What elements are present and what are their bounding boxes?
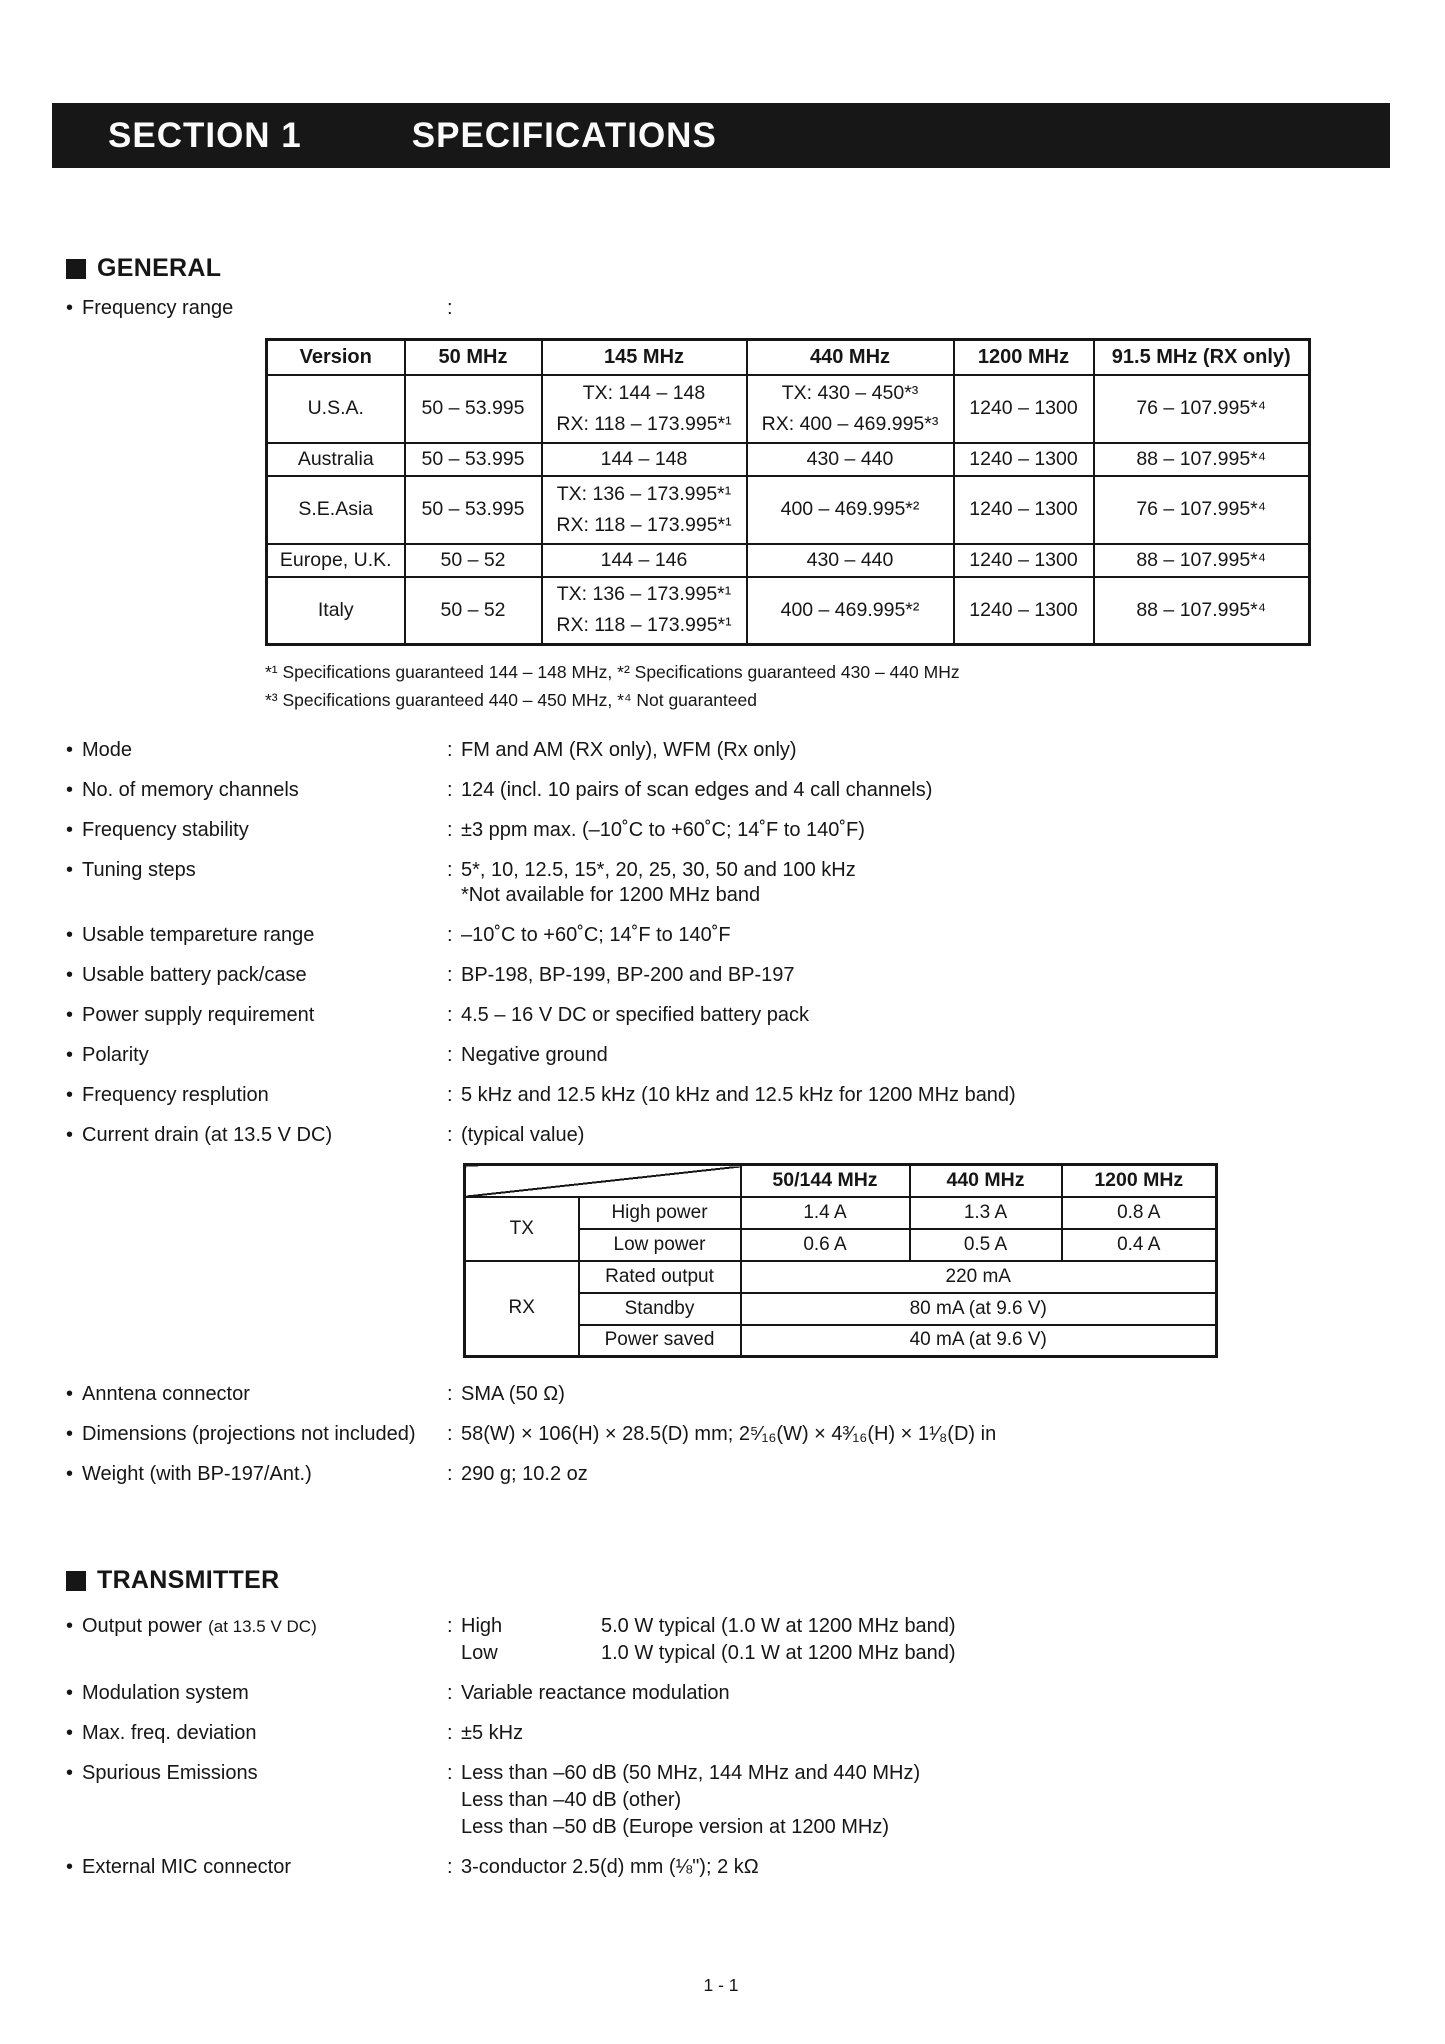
bullet-icon: • [66, 1463, 74, 1485]
spec-value: –10˚C to +60˚C; 14˚F to 140˚F [461, 924, 731, 946]
spec-value: ±5 kHz [461, 1722, 524, 1744]
bullet-icon: • [66, 1615, 74, 1637]
cell-440mhz: 400 – 469.995*² [747, 577, 954, 645]
spec-value: 5 kHz and 12.5 kHz (10 kHz and 12.5 kHz for 1200 MHz band) [461, 1084, 1016, 1106]
spec-label: Anntena connector [82, 1383, 250, 1405]
table-row-usa [267, 375, 1310, 443]
value-cell: 1.4 A [741, 1197, 910, 1229]
cell-50mhz: 50 – 53.995 [405, 443, 542, 476]
spec-value: (typical value) [461, 1124, 585, 1146]
spec-label: No. of memory channels [82, 779, 299, 801]
spec-label: Dimensions (projections not included) [82, 1423, 416, 1445]
value-cell: 0.8 A [1062, 1197, 1217, 1229]
spec-colon: : [447, 1084, 453, 1106]
spec-colon: : [447, 297, 453, 319]
cell-1200mhz: 1240 – 1300 [954, 443, 1094, 476]
spec-value: 124 (incl. 10 pairs of scan edges and 4 call channels) [461, 779, 933, 801]
table-row-seasia [267, 476, 1310, 544]
value-cell: 0.5 A [910, 1229, 1062, 1261]
col-version: Version [267, 340, 405, 375]
heading-square-icon [66, 259, 86, 279]
cell-145mhz: TX: 144 – 148 RX: 118 – 173.995*¹ [542, 375, 747, 443]
general-heading [66, 254, 221, 283]
col-1200mhz: 1200 MHz [954, 340, 1094, 375]
transmitter-heading [66, 1566, 1396, 1595]
spec-colon: : [447, 1463, 453, 1485]
spec-row-current-drain [66, 1123, 1396, 1148]
col-50-144mhz: 50/144 MHz [741, 1165, 910, 1197]
cell-91mhz: 76 – 107.995*⁴ [1094, 375, 1310, 443]
spec-colon: : [447, 924, 453, 946]
cell-version: U.S.A. [267, 375, 405, 443]
spec-row-frequency-stability [66, 818, 1396, 843]
cell-440mhz: 400 – 469.995*² [747, 476, 954, 544]
bullet-icon: • [66, 924, 74, 946]
sub-label: Low [461, 1642, 498, 1664]
footnote-line: *¹ Specifications guaranteed 144 – 148 MHz, *² Specifications guaranteed 430 – 440 MHz [265, 662, 960, 682]
cell-50mhz: 50 – 53.995 [405, 476, 542, 544]
spec-colon: : [447, 859, 453, 881]
cell-50mhz: 50 – 52 [405, 544, 542, 577]
spec-value: BP-198, BP-199, BP-200 and BP-197 [461, 964, 795, 986]
cell-50mhz: 50 – 52 [405, 577, 542, 645]
value-cell-span: 40 mA (at 9.6 V) [741, 1325, 1217, 1357]
spec-label: Modulation system [82, 1682, 249, 1704]
cell-version: Australia [267, 443, 405, 476]
spec-colon: : [447, 1762, 453, 1784]
value-cell: 0.6 A [741, 1229, 910, 1261]
spec-value: SMA (50 Ω) [461, 1383, 565, 1405]
spec-value: Less than –60 dB (50 MHz, 144 MHz and 440 MHz) [461, 1762, 921, 1784]
spec-colon: : [447, 1044, 453, 1066]
spec-row-battery-pack [66, 963, 1396, 988]
spec-colon: : [447, 1383, 453, 1405]
drain-header-row [465, 1165, 1217, 1197]
row-label: Standby [579, 1293, 741, 1325]
spec-value-note: *Not available for 1200 MHz band [461, 884, 761, 906]
cell-version: S.E.Asia [267, 476, 405, 544]
transmitter-section [66, 1566, 1396, 1894]
cell-50mhz: 50 – 53.995 [405, 375, 542, 443]
drain-row-rated-output [465, 1261, 1217, 1293]
bullet-icon: • [66, 1762, 74, 1784]
page-number: 1 - 1 [703, 1975, 739, 1995]
spec-colon: : [447, 1682, 453, 1704]
spec-row-memory-channels [66, 778, 1396, 803]
spec-row-temperature-range [66, 923, 1396, 948]
footnote-line: *³ Specifications guaranteed 440 – 450 MHz, *⁴ Not guaranteed [265, 690, 757, 710]
spec-label: Mode [82, 739, 133, 761]
spec-colon: : [447, 1722, 453, 1744]
spec-value: 58(W) × 106(H) × 28.5(D) mm; 2⁵⁄₁₆(W) × 4³⁄₁₆(H) × 1¹⁄₈(D) in [461, 1423, 997, 1445]
current-drain-table-wrap [463, 1163, 1396, 1358]
bullet-icon: • [66, 1856, 74, 1878]
transmitter-heading-label: TRANSMITTER [97, 1566, 280, 1594]
cell-1200mhz: 1240 – 1300 [954, 476, 1094, 544]
freq-table-header-row [267, 340, 1310, 375]
cell-91mhz: 76 – 107.995*⁴ [1094, 476, 1310, 544]
sub-value: 5.0 W typical (1.0 W at 1200 MHz band) [601, 1615, 956, 1637]
cell-version: Italy [267, 577, 405, 645]
row-label: Rated output [579, 1261, 741, 1293]
section-number: SECTION 1 [108, 115, 302, 155]
cell-91mhz: 88 – 107.995*⁴ [1094, 443, 1310, 476]
spec-row-output-power [66, 1613, 1396, 1667]
col-91mhz: 91.5 MHz (RX only) [1094, 340, 1310, 375]
cell-version: Europe, U.K. [267, 544, 405, 577]
spec-value: 4.5 – 16 V DC or specified battery pack [461, 1004, 809, 1026]
bullet-icon: • [66, 1004, 74, 1026]
cell-440mhz: 430 – 440 [747, 544, 954, 577]
spec-value: 5*, 10, 12.5, 15*, 20, 25, 30, 50 and 100 kHz [461, 859, 856, 881]
spec-row-polarity [66, 1043, 1396, 1068]
value-cell-span: 80 mA (at 9.6 V) [741, 1293, 1217, 1325]
bullet-icon: • [66, 1722, 74, 1744]
bullet-icon: • [66, 1423, 74, 1445]
cell-145mhz: TX: 136 – 173.995*¹ RX: 118 – 173.995*¹ [542, 476, 747, 544]
cell-1200mhz: 1240 – 1300 [954, 577, 1094, 645]
spec-row-external-mic [66, 1854, 1396, 1881]
spec-value: Variable reactance modulation [461, 1682, 730, 1704]
frequency-range-table-wrap [265, 338, 1311, 646]
value-cell: 0.4 A [1062, 1229, 1217, 1261]
spec-label: Frequency resplution [82, 1084, 269, 1106]
rx-label-cell: RX [465, 1261, 579, 1357]
heading-square-icon [66, 1571, 86, 1591]
spec-colon: : [447, 1423, 453, 1445]
col-1200mhz: 1200 MHz [1062, 1165, 1217, 1197]
current-drain-table [463, 1163, 1218, 1358]
value-cell-span: 220 mA [741, 1261, 1217, 1293]
bullet-icon: • [66, 739, 74, 761]
spec-row-modulation-system [66, 1680, 1396, 1707]
spec-label: Max. freq. deviation [82, 1722, 257, 1744]
cell-145mhz: 144 – 146 [542, 544, 747, 577]
diagonal-corner-cell [465, 1165, 741, 1197]
spec-label: Tuning steps [82, 859, 196, 881]
cell-440mhz: 430 – 440 [747, 443, 954, 476]
cell-91mhz: 88 – 107.995*⁴ [1094, 577, 1310, 645]
spec-colon: : [447, 779, 453, 801]
bullet-icon: • [66, 1124, 74, 1146]
spec-value: Less than –50 dB (Europe version at 1200 MHz) [461, 1816, 890, 1838]
frequency-range-table [265, 338, 1311, 646]
spec-label: Power supply requirement [82, 1004, 315, 1026]
bullet-icon: • [66, 1084, 74, 1106]
spec-row-tuning-steps [66, 858, 1396, 908]
bullet-icon: • [66, 1044, 74, 1066]
page-title: SPECIFICATIONS [411, 115, 717, 155]
output-power-high-row [461, 1613, 1396, 1640]
spec-label: Polarity [82, 1044, 149, 1066]
row-label: Low power [579, 1229, 741, 1261]
spec-label: Usable battery pack/case [82, 964, 307, 986]
bullet-icon: • [66, 964, 74, 986]
spec-colon: : [447, 1856, 453, 1878]
spec-value: 290 g; 10.2 oz [461, 1463, 588, 1485]
col-440mhz: 440 MHz [910, 1165, 1062, 1197]
spec-row-frequency-range [66, 296, 461, 321]
bullet-icon: • [66, 1383, 74, 1405]
cell-1200mhz: 1240 – 1300 [954, 375, 1094, 443]
col-440mhz: 440 MHz [747, 340, 954, 375]
spec-label: Usable tempareture range [82, 924, 315, 946]
spec-value: FM and AM (RX only), WFM (Rx only) [461, 739, 797, 761]
spec-colon: : [447, 1615, 453, 1637]
bullet-icon: • [66, 859, 74, 881]
spec-row-spurious-emissions [66, 1760, 1396, 1841]
spec-row-frequency-resolution [66, 1083, 1396, 1108]
general-spec-list [66, 738, 1396, 1502]
spec-colon: : [447, 739, 453, 761]
spec-label: Output power [82, 1615, 203, 1637]
general-heading-label: GENERAL [97, 254, 222, 282]
cell-145mhz: 144 – 148 [542, 443, 747, 476]
spec-row-weight [66, 1462, 1396, 1487]
output-power-low-row [461, 1640, 1396, 1667]
col-145mhz: 145 MHz [542, 340, 747, 375]
sub-label: High [461, 1615, 503, 1637]
spec-label-small: (at 13.5 V DC) [208, 1617, 317, 1636]
spec-row-antenna-connector [66, 1382, 1396, 1407]
spec-label: Spurious Emissions [82, 1762, 258, 1784]
col-50mhz: 50 MHz [405, 340, 542, 375]
spec-value: Less than –40 dB (other) [461, 1789, 682, 1811]
cell-145mhz: TX: 136 – 173.995*¹ RX: 118 – 173.995*¹ [542, 577, 747, 645]
spec-row-mode [66, 738, 1396, 763]
spec-value: Negative ground [461, 1044, 608, 1066]
value-cell: 1.3 A [910, 1197, 1062, 1229]
spec-colon: : [447, 819, 453, 841]
table-row-europe-uk [267, 544, 1310, 577]
spec-label: Frequency range [82, 297, 234, 319]
table-footnotes [265, 658, 960, 714]
bullet-icon: • [66, 1682, 74, 1704]
row-label: High power [579, 1197, 741, 1229]
spec-row-dimensions [66, 1422, 1396, 1447]
spec-label: Weight (with BP-197/Ant.) [82, 1463, 312, 1485]
bullet-icon: • [66, 819, 74, 841]
spec-label: External MIC connector [82, 1856, 291, 1878]
bullet-icon: • [66, 779, 74, 801]
bullet-icon: • [66, 297, 74, 319]
cell-1200mhz: 1240 – 1300 [954, 544, 1094, 577]
table-row-italy [267, 577, 1310, 645]
spec-row-max-freq-deviation [66, 1720, 1396, 1747]
sub-value: 1.0 W typical (0.1 W at 1200 MHz band) [601, 1642, 956, 1664]
spec-value: ±3 ppm max. (–10˚C to +60˚C; 14˚F to 140˚F) [461, 819, 865, 841]
spec-label: Frequency stability [82, 819, 249, 841]
cell-91mhz: 88 – 107.995*⁴ [1094, 544, 1310, 577]
table-row-australia [267, 443, 1310, 476]
cell-440mhz: TX: 430 – 450*³ RX: 400 – 469.995*³ [747, 375, 954, 443]
spec-label: Current drain (at 13.5 V DC) [82, 1124, 333, 1146]
spec-row-power-supply [66, 1003, 1396, 1028]
spec-colon: : [447, 1124, 453, 1146]
spec-colon: : [447, 964, 453, 986]
spec-colon: : [447, 1004, 453, 1026]
spec-value: 3-conductor 2.5(d) mm (⅛"); 2 kΩ [461, 1856, 759, 1878]
drain-row-high-power [465, 1197, 1217, 1229]
tx-label-cell: TX [465, 1197, 579, 1261]
row-label: Power saved [579, 1325, 741, 1357]
section-header-bar [52, 103, 1390, 168]
